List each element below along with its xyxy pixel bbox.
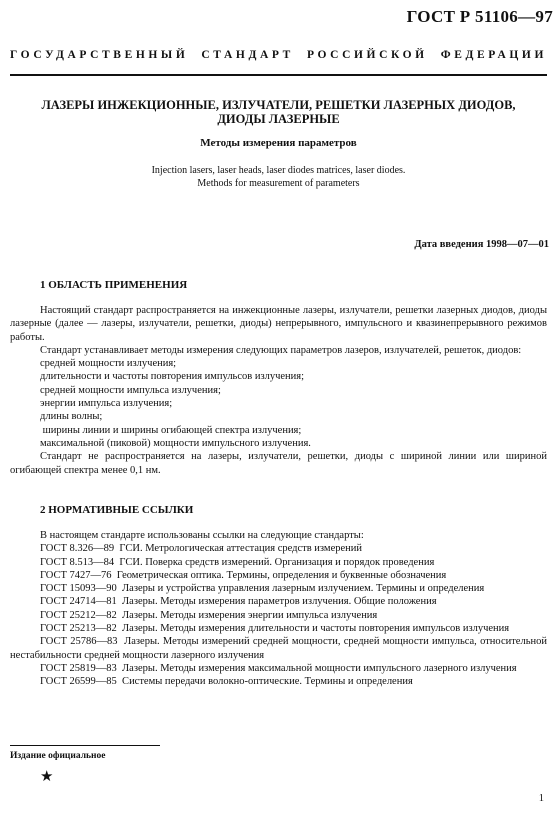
section1-paragraph: Настоящий стандарт распространяется на инжекционные лазеры, излучатели, решетки лазерных диодов, диоды лазерные (далее — лазеры, излучатели, решетки, диоды) непрерывного, импульсного и квазинепрерывного режимов работы. (10, 305, 547, 343)
list-item: длины волны; (40, 411, 103, 423)
reference-item: ГОСТ 8.513—84 ГСИ. Поверка средств измерений. Организация и порядок проведения (40, 556, 435, 568)
list-item: энергии импульса излучения; (40, 398, 173, 410)
document-subtitle: Методы измерения параметров (200, 137, 357, 149)
list-item: длительности и частоты повторения импульсов излучения; (40, 371, 305, 383)
section2-heading: 2 НОРМАТИВНЫЕ ССЫЛКИ (40, 504, 194, 516)
list-item: максимальной (пиковой) мощности импульсного излучения. (40, 437, 311, 449)
section2-intro: В настоящем стандарте использованы ссылки на следующие стандарты: (40, 530, 364, 541)
page-number: 1 (538, 793, 544, 804)
reference-item: ГОСТ 7427—76 Геометрическая оптика. Термины, определения и буквенные обозначения (40, 569, 447, 581)
reference-item: ГОСТ 25212—82 Лазеры. Методы измерения энергии импульса излучения (40, 609, 378, 621)
star-icon: ★ (40, 769, 54, 785)
introduction-date: Дата введения 1998—07—01 (414, 239, 549, 250)
reference-item: ГОСТ 26599—85 Системы передачи волокно-оптические. Термины и определения (40, 676, 413, 688)
section1-paragraph: Стандарт не распространяется на лазеры, излучатели, решетки, диоды с шириной линии или шириной огибающей спектра менее 0,1 нм. (10, 451, 547, 476)
section2-body (10, 529, 550, 689)
english-title-line2: Methods for measurement of parameters (197, 178, 360, 189)
section1-heading: 1 ОБЛАСТЬ ПРИМЕНЕНИЯ (40, 279, 188, 291)
english-title-line1: Injection lasers, laser heads, laser diodes matrices, laser diodes. (151, 165, 406, 176)
section1-body (10, 304, 547, 477)
reference-item: ГОСТ 25786—83 Лазеры. Методы измерений средней мощности, средней мощности импульса, относительной нестабильности средней мощности лазерного излучения (10, 636, 550, 661)
list-item: ширины линии и ширины огибающей спектра излучения; (40, 424, 302, 436)
reference-item: ГОСТ 8.326—89 ГСИ. Метрологическая аттестация средств измерений (40, 543, 362, 555)
gost-number: ГОСТ Р 51106—97 (406, 7, 553, 26)
footer-divider (10, 745, 160, 746)
reference-item: ГОСТ 15093—90 Лазеры и устройства управления лазерным излучением. Термины и определения (40, 583, 485, 595)
document-title-line1: ЛАЗЕРЫ ИНЖЕКЦИОННЫЕ, ИЗЛУЧАТЕЛИ, РЕШЕТКИ ЛАЗЕРНЫХ ДИОДОВ, (41, 98, 516, 112)
reference-item: ГОСТ 24714—81 Лазеры. Методы измерения параметров излучения. Общие положения (40, 596, 437, 608)
section1-paragraph: Стандарт устанавливает методы измерения следующих параметров лазеров, излучателей, решеток, диодов: (40, 344, 522, 356)
reference-item: ГОСТ 25213—82 Лазеры. Методы измерения длительности и частоты повторения импульсов излучения (40, 623, 510, 635)
state-standard-title: ГОСУДАРСТВЕННЫЙ СТАНДАРТ РОССИЙСКОЙ ФЕДЕРАЦИИ (10, 49, 547, 61)
list-item: средней мощности излучения; (40, 358, 177, 370)
document-title-line2: ДИОДЫ ЛАЗЕРНЫЕ (217, 112, 340, 126)
document-title (20, 98, 537, 126)
english-title (20, 164, 537, 190)
official-edition-label: Издание официальное (10, 751, 106, 761)
list-item: средней мощности импульса излучения; (40, 384, 221, 396)
header-divider (10, 74, 547, 76)
reference-item: ГОСТ 25819—83 Лазеры. Методы измерения максимальной мощности импульсного лазерного излучения (40, 662, 517, 674)
